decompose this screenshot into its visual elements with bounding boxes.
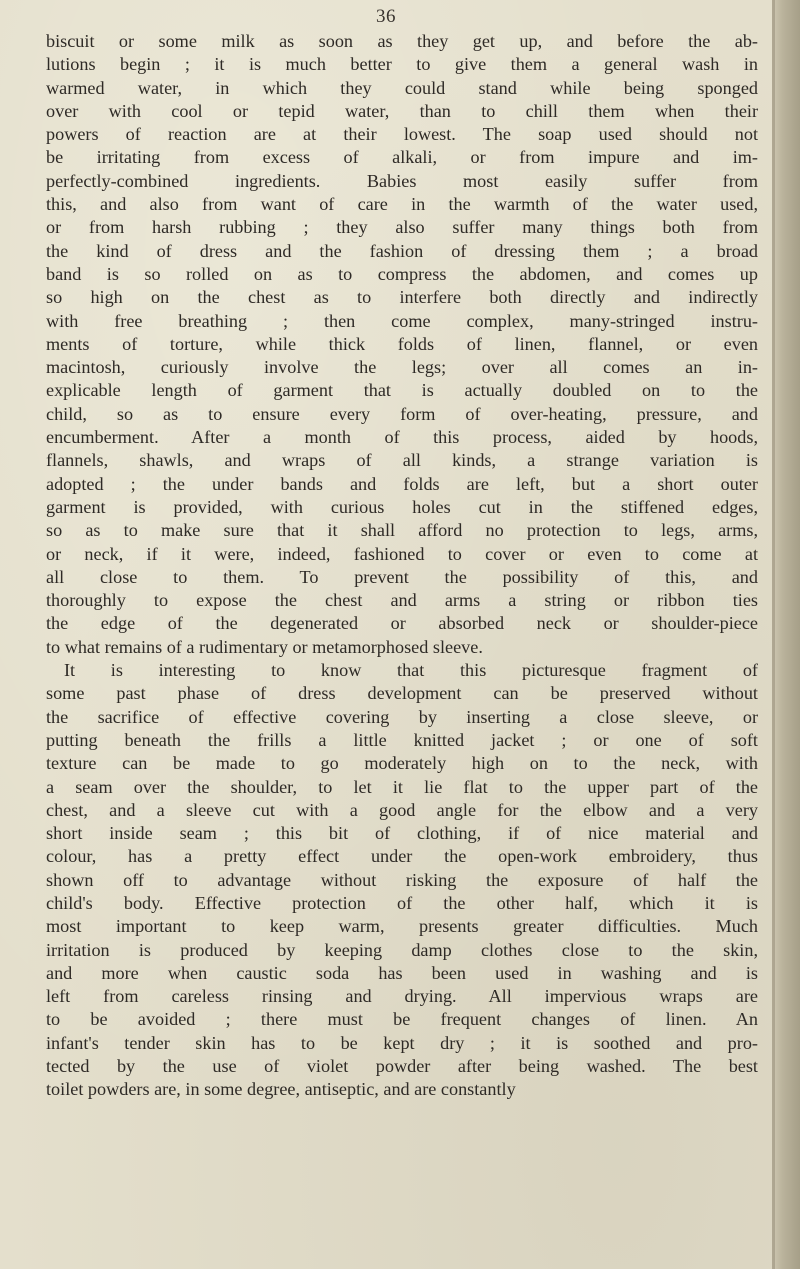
text-line: so high on the chest as to interfere both directly and indirectly xyxy=(46,287,758,308)
text-line: child's body. Effective protection of the other half, which it is xyxy=(46,892,758,913)
text-line: flannels, shawls, and wraps of all kinds, a strange variation is xyxy=(46,450,758,471)
text-line: or from harsh rubbing ; they also suffer many things both from xyxy=(46,217,758,238)
text-line: some past phase of dress development can be preserved without xyxy=(46,683,758,704)
text-line: left from careless rinsing and drying. All impervious wraps are xyxy=(46,986,758,1007)
text-line: so as to make sure that it shall afford no protection to legs, arms, xyxy=(46,520,758,541)
body-text xyxy=(46,30,758,1102)
text-line: tected by the use of violet powder after being washed. The best xyxy=(46,1056,758,1077)
text-line: thoroughly to expose the chest and arms a string or ribbon ties xyxy=(46,590,758,611)
text-line: perfectly-combined ingredients. Babies most easily suffer from xyxy=(46,170,758,191)
text-line: to what remains of a rudimentary or metamorphosed sleeve. xyxy=(46,636,483,657)
text-line: be irritating from excess of alkali, or from impure and im- xyxy=(46,147,758,168)
text-line: explicable length of garment that is actually doubled on to the xyxy=(46,380,758,401)
text-line: child, so as to ensure every form of over-heating, pressure, and xyxy=(46,403,758,424)
text-line: colour, has a pretty effect under the open-work embroidery, thus xyxy=(46,846,758,867)
text-line: macintosh, curiously involve the legs; over all comes an in- xyxy=(46,357,758,378)
text-line: the edge of the degenerated or absorbed neck or shoulder-piece xyxy=(46,613,758,634)
text-line: lutions begin ; it is much better to give them a general wash in xyxy=(46,54,758,75)
text-line: and more when caustic soda has been used in washing and is xyxy=(46,962,758,983)
text-line: powers of reaction are at their lowest. The soap used should not xyxy=(46,124,758,145)
text-line: to be avoided ; there must be frequent changes of linen. An xyxy=(46,1009,758,1030)
text-line: It is interesting to know that this picturesque fragment of xyxy=(64,660,758,681)
text-line: adopted ; the under bands and folds are left, but a short outer xyxy=(46,473,758,494)
text-line: warmed water, in which they could stand while being sponged xyxy=(46,77,758,98)
text-line: toilet powders are, in some degree, antiseptic, and are constantly xyxy=(46,1079,516,1100)
text-line: chest, and a sleeve cut with a good angle for the elbow and a very xyxy=(46,799,758,820)
text-line: this, and also from want of care in the warmth of the water used, xyxy=(46,194,758,215)
text-line: the sacrifice of effective covering by inserting a close sleeve, or xyxy=(46,706,758,727)
text-line: shown off to advantage without risking the exposure of half the xyxy=(46,869,758,890)
text-line: short inside seam ; this bit of clothing, if of nice material and xyxy=(46,823,758,844)
text-line: or neck, if it were, indeed, fashioned to cover or even to come at xyxy=(46,543,758,564)
text-line: infant's tender skin has to be kept dry ; it is soothed and pro- xyxy=(46,1032,758,1053)
text-line: biscuit or some milk as soon as they get up, and before the ab- xyxy=(46,31,758,51)
text-line: ments of torture, while thick folds of linen, flannel, or even xyxy=(46,333,758,354)
text-line: over with cool or tepid water, than to chill them when their xyxy=(46,100,758,121)
text-line: with free breathing ; then come complex, many-stringed instru- xyxy=(46,310,758,331)
text-line: a seam over the shoulder, to let it lie flat to the upper part of the xyxy=(46,776,758,797)
page-number: 36 xyxy=(376,6,396,27)
text-line: band is so rolled on as to compress the abdomen, and comes up xyxy=(46,263,758,284)
text-line: garment is provided, with curious holes cut in the stiffened edges, xyxy=(46,496,758,517)
text-line: putting beneath the frills a little knitted jacket ; or one of soft xyxy=(46,729,758,750)
text-line: all close to them. To prevent the possibility of this, and xyxy=(46,566,758,587)
text-line: irritation is produced by keeping damp clothes close to the skin, xyxy=(46,939,758,960)
text-line: encumberment. After a month of this process, aided by hoods, xyxy=(46,427,758,448)
text-line: the kind of dress and the fashion of dressing them ; a broad xyxy=(46,240,758,261)
page-edge xyxy=(772,0,800,1269)
text-line: texture can be made to go moderately high on to the neck, with xyxy=(46,753,758,774)
text-line: most important to keep warm, presents greater difficulties. Much xyxy=(46,916,758,937)
